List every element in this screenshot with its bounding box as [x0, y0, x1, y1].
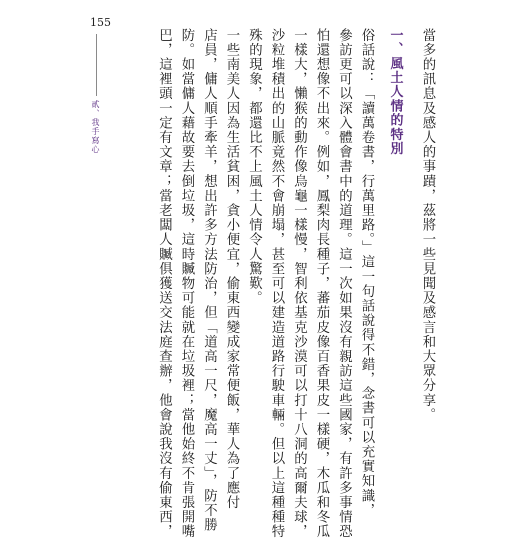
- page-number-rule: [96, 34, 97, 96]
- body-column: 防。如當傭人藉故要去倒垃圾，這時贓物可能就在垃圾裡；當他始終不肯張開嘴: [179, 28, 194, 539]
- body-column: 參訪更可以深入體會書中的道理。這一次如果沒有親訪這些國家，有許多事情恐: [336, 28, 352, 539]
- body-column: 怕還想像不出來。例如，鳳梨肉長種子，蕃茄皮像百香果皮一樣硬，木瓜和冬瓜: [314, 28, 329, 539]
- body-column: 殊的現象，都還比不上風土人情令人驚歎。: [246, 28, 262, 306]
- body-column: 一些南美人因為生活貧困，貪小便宜，偷東西變成家常便飯，華人為了應付: [224, 28, 239, 510]
- body-column: 俗話說：「讀萬卷書，行萬里路。」這一句話說得不錯，念書可以充實知識，: [359, 28, 374, 518]
- running-header: 貳、我手寫心: [91, 100, 100, 154]
- page-number: 155: [90, 16, 111, 29]
- section-heading: 一、風土人情的特別: [387, 28, 403, 156]
- column-gap: [406, 28, 416, 346]
- body-column: 當多的訊息及感人的事蹟，茲將一些見聞及感言和大眾分享。: [420, 28, 435, 423]
- body-column: 巴，這裡頭一定有文章；當老闆人贓俱獲送交法庭查辦，他會說我沒有偷東西，: [156, 28, 172, 539]
- body-text: [152, 28, 438, 539]
- body-column: 沙粒堆積出的山脈竟然不會崩塌，甚至可以建造道路行駛車輛。但以上這種種特: [269, 28, 284, 539]
- body-column: 一樣大，懶猴的動作像烏龜一樣慢，智利依基克沙漠可以打十八洞的高爾夫球，: [291, 28, 307, 539]
- body-column: 店員，傭人順手牽羊，想出許多方法防治，但「道高一尺，魔高一丈」，防不勝: [201, 28, 217, 533]
